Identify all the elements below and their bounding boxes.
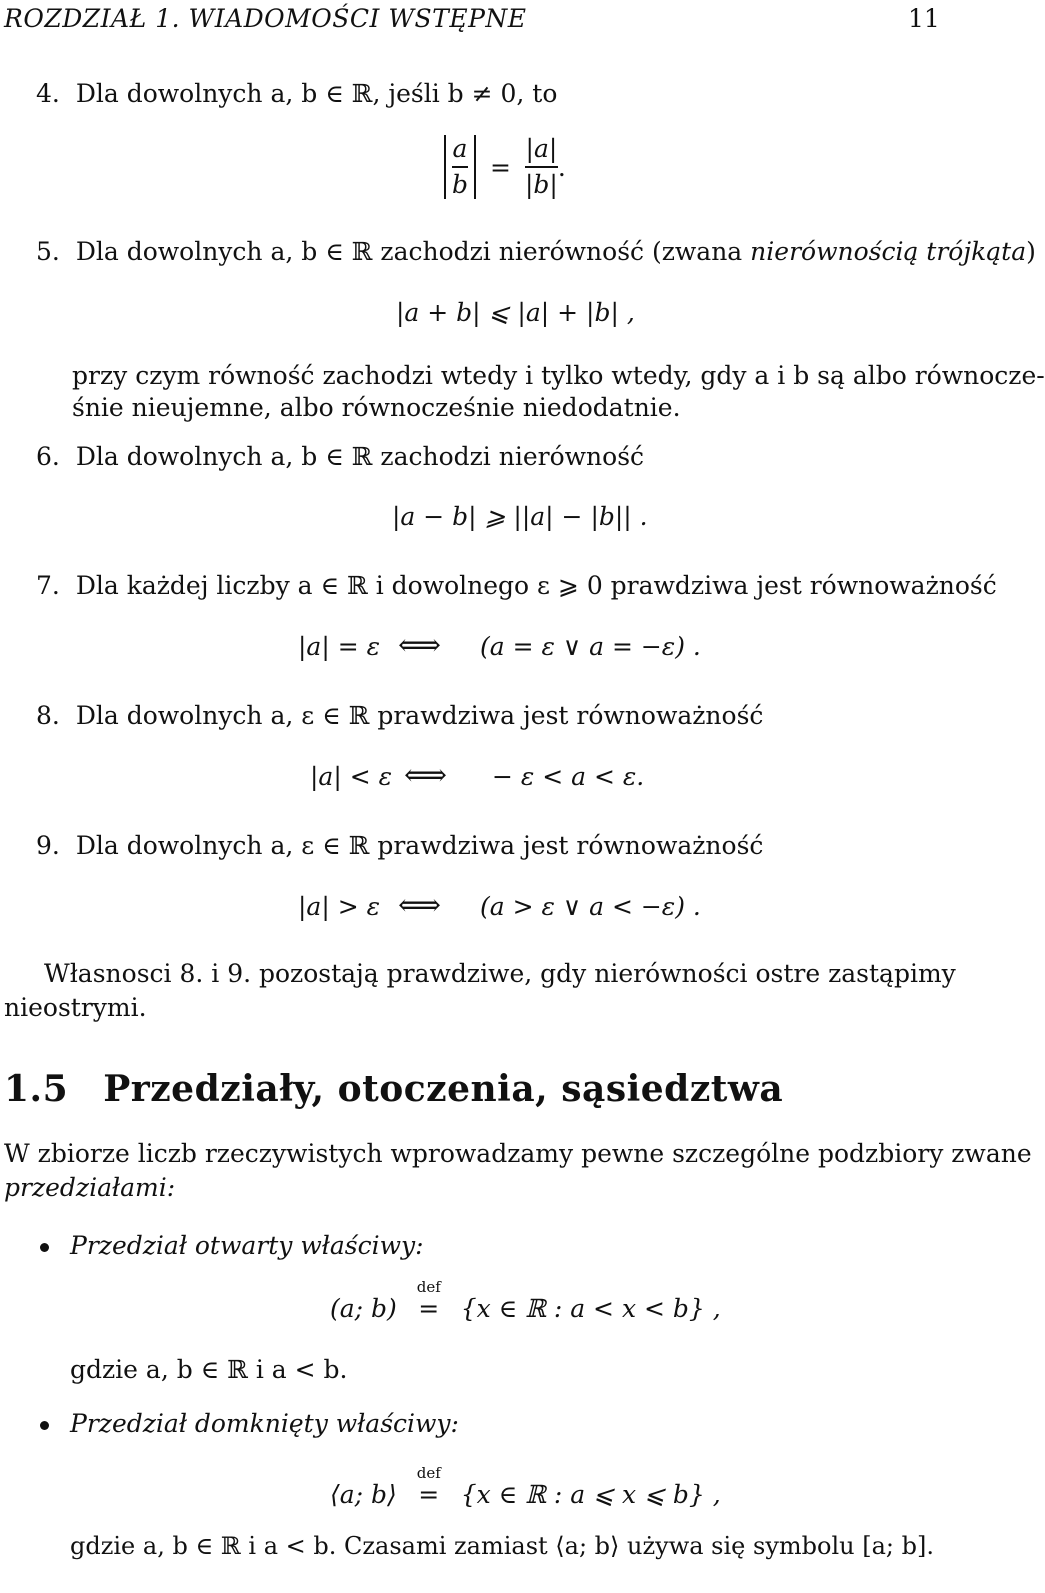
abs-bar-left — [444, 135, 446, 199]
item-text: Dla dowolnych a, ε ∈ ℝ prawdziwa jest równoważność — [75, 701, 764, 730]
item-7 — [36, 570, 997, 602]
iff-arrow: ⟺ — [398, 888, 442, 923]
period: . — [557, 152, 566, 182]
item-8-formula-right: − ε < a < ε. — [492, 762, 645, 791]
denominator-var: b — [533, 169, 550, 199]
denominator-abs-b: |b| — [524, 169, 558, 199]
fraction-a-over-b — [452, 134, 468, 200]
intro-line2: przedziałami: — [4, 1173, 176, 1202]
item-text: Dla dowolnych a, b ∈ ℝ zachodzi nierówność (zwana — [75, 237, 743, 266]
bullet-label-closed-interval: Przedział domknięty właściwy: — [70, 1409, 459, 1438]
item-number: 6. — [36, 442, 60, 471]
formula-lhs: ⟨a; b⟩ — [330, 1480, 397, 1509]
bullet-dot — [40, 1243, 49, 1252]
iff-arrow: ⟺ — [404, 758, 448, 793]
section-heading — [4, 1068, 783, 1110]
equals-sign: = — [490, 152, 511, 182]
def-equals — [411, 1464, 447, 1509]
remark-line1: Własnosci 8. i 9. pozostają prawdziwe, gdy nierówności ostre zastąpimy — [44, 959, 956, 988]
item-5 — [36, 236, 1036, 268]
item-number: 9. — [36, 831, 60, 860]
fraction-abs-a-over-abs-b — [525, 134, 558, 200]
def-equals — [411, 1278, 447, 1323]
numerator-var: a — [533, 134, 549, 164]
item-6-formula: |a − b| ⩾ ||a| − |b|| . — [392, 502, 648, 531]
intro-line1: W zbiorze liczb rzeczywistych wprowadzamy pewne szczególne podzbiory zwane — [4, 1139, 1032, 1168]
item-number: 5. — [36, 237, 60, 266]
iff-arrow: ⟺ — [398, 628, 442, 663]
item-9 — [36, 830, 763, 862]
abs-bar-right — [474, 135, 476, 199]
bullet-dot — [40, 1421, 49, 1430]
fraction-bar — [525, 166, 558, 168]
formula-rhs: {x ∈ ℝ : a ⩽ x ⩽ b} , — [460, 1480, 721, 1509]
item-6 — [36, 441, 644, 473]
page-number: 11 — [908, 4, 940, 33]
section-number: 1.5 — [4, 1068, 69, 1110]
item-text: Dla dowolnych a, b ∈ ℝ zachodzi nierówność — [75, 442, 645, 471]
item-9-formula-left: |a| > ε — [298, 892, 381, 921]
equals-sign: = — [418, 1480, 440, 1509]
item-8-formula-left: |a| < ε — [310, 762, 393, 791]
item-8 — [36, 700, 763, 732]
item-5-note-line1: przy czym równość zachodzi wtedy i tylko wtedy, gdy a i b są albo równocze- — [72, 361, 1045, 390]
item-4 — [36, 78, 557, 110]
item-4-formula — [444, 132, 566, 202]
item-5-note-line2: śnie nieujemne, albo równocześnie niedodatnie. — [72, 393, 681, 422]
item-text: Dla każdej liczby a ∈ ℝ i dowolnego ε ⩾ 0 prawdziwa jest równoważność — [75, 571, 997, 600]
item-text-close: ) — [1026, 237, 1036, 266]
item-number: 4. — [36, 79, 60, 108]
def-label: def — [416, 1278, 441, 1296]
def-label: def — [416, 1464, 441, 1482]
numerator-abs-a: |a| — [525, 134, 558, 164]
fraction-bar — [452, 166, 468, 168]
item-text-italic: nierównością trójkąta — [750, 237, 1027, 266]
open-interval-formula — [330, 1278, 721, 1323]
item-number: 8. — [36, 701, 60, 730]
closed-interval-formula — [330, 1464, 721, 1509]
item-number: 7. — [36, 571, 60, 600]
item-7-formula-right: (a = ε ∨ a = −ε) . — [480, 632, 701, 661]
item-7-formula-left: |a| = ε — [298, 632, 381, 661]
item-text: Dla dowolnych a, b ∈ ℝ, jeśli b ≠ 0, to — [75, 79, 558, 108]
denominator: b — [452, 169, 469, 199]
formula-lhs: (a; b) — [330, 1294, 397, 1323]
bullet-2-after: gdzie a, b ∈ ℝ i a < b. Czasami zamiast ⟨a; b⟩ używa się symbolu [a; b]. — [70, 1532, 934, 1560]
equals-sign: = — [418, 1294, 440, 1323]
item-5-formula: |a + b| ⩽ |a| + |b| , — [396, 298, 635, 327]
bullet-label-open-interval: Przedział otwarty właściwy: — [70, 1231, 424, 1260]
numerator: a — [452, 134, 468, 164]
item-text: Dla dowolnych a, ε ∈ ℝ prawdziwa jest równoważność — [75, 831, 764, 860]
formula-rhs: {x ∈ ℝ : a < x < b} , — [460, 1294, 721, 1323]
section-title: Przedziały, otoczenia, sąsiedztwa — [103, 1068, 784, 1110]
remark-line2: nieostrymi. — [4, 993, 147, 1022]
item-9-formula-right: (a > ε ∨ a < −ε) . — [480, 892, 701, 921]
running-header: ROZDZIAŁ 1. WIADOMOŚCI WSTĘPNE — [4, 4, 527, 33]
bullet-1-after: gdzie a, b ∈ ℝ i a < b. — [70, 1355, 348, 1384]
